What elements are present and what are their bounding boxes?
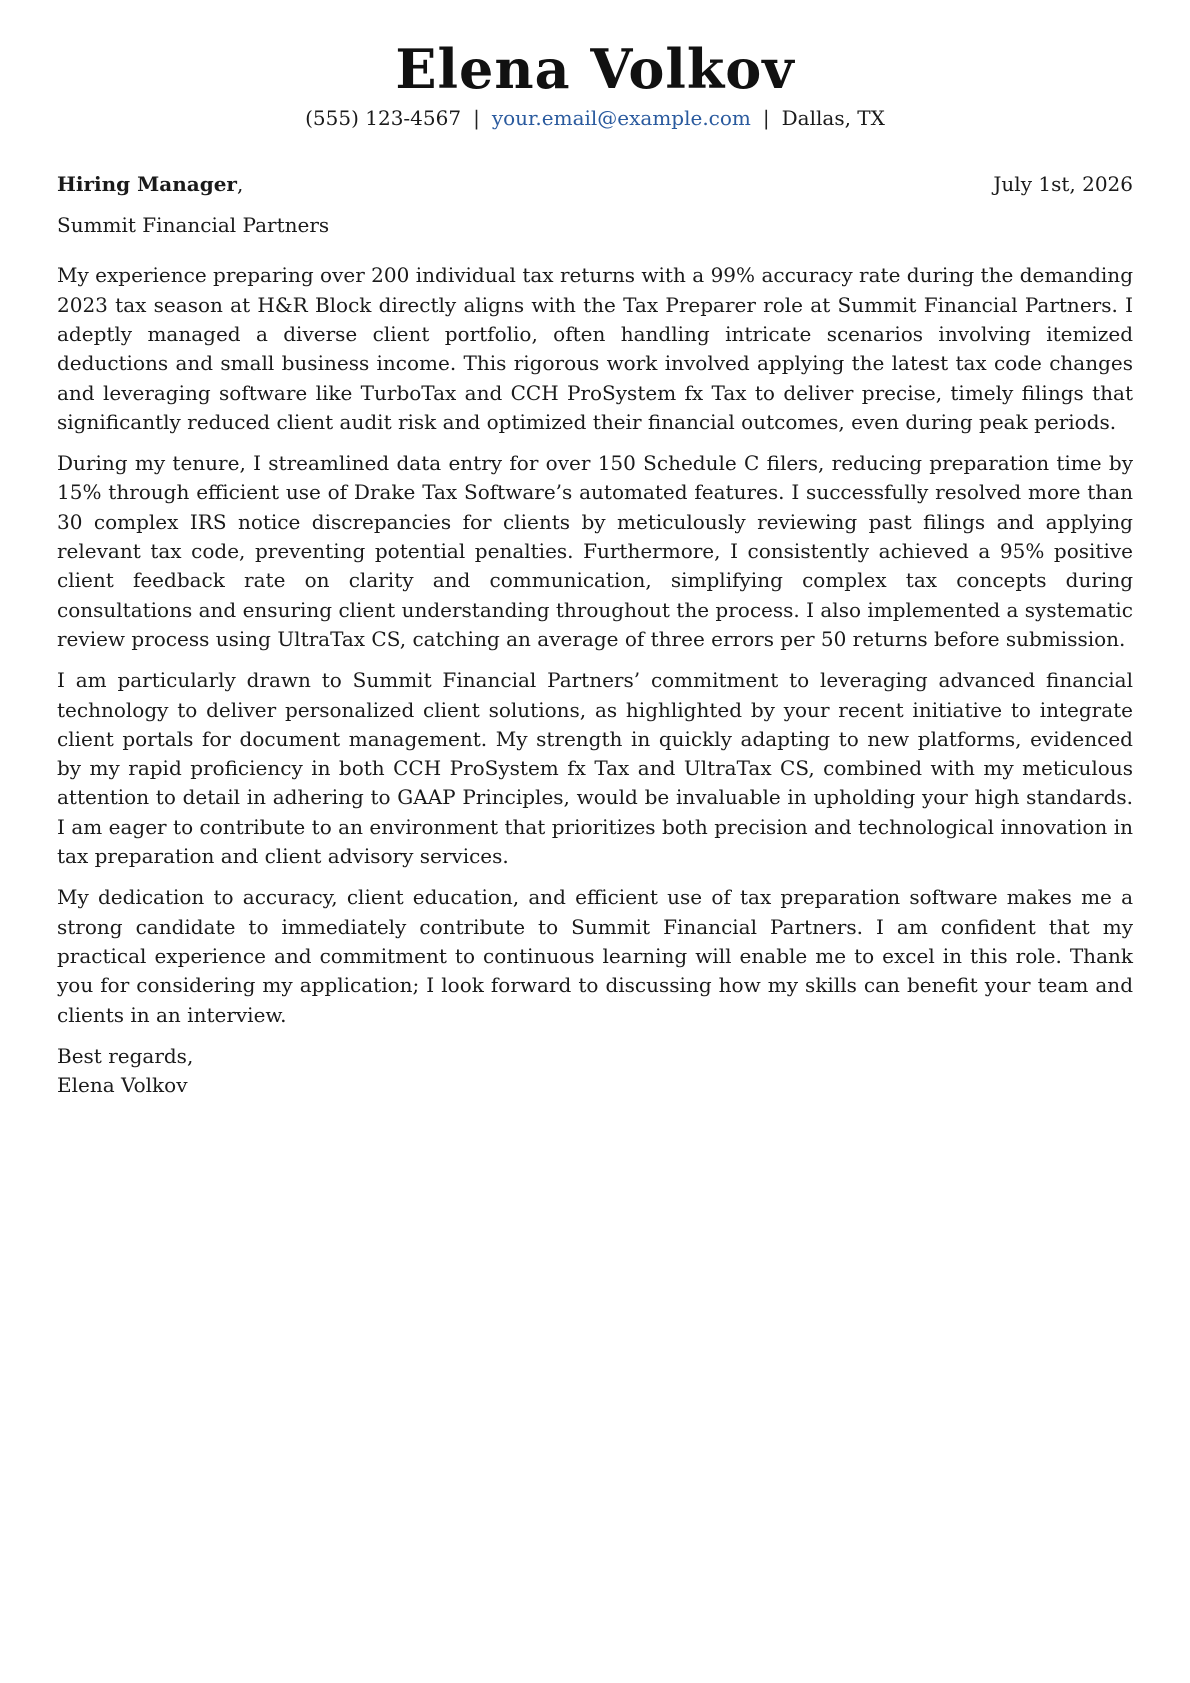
applicant-name: Elena Volkov [395, 37, 795, 101]
body-paragraph: My experience preparing over 200 individual tax returns with a 99% accuracy rate during the demanding 2023 tax season at H&R Block directly aligns with the Tax Preparer role at Summit Financial Partners. I adeptly managed a diverse client portfolio, often handling intricate scenarios involving itemized deductions and small business income. This rigorous work involved applying the latest tax code changes and leveraging software like TurboTax and CCH ProSystem fx Tax to deliver precise, timely filings that significantly reduced client audit risk and optimized their financial outcomes, even during peak periods. [57, 263, 1133, 434]
recipient-date-row [57, 171, 1133, 197]
location: Dallas, TX [781, 106, 885, 131]
letter-body [57, 261, 1133, 1029]
phone-number: (555) 123-4567 [305, 106, 462, 131]
contact-line [57, 105, 1133, 131]
recipient-suffix: , [236, 172, 244, 197]
body-paragraph: My dedication to accuracy, client education, and efficient use of tax preparation software makes me a strong candidate to immediately contribute to Summit Financial Partners. I am confident that my practical experience and commitment to continuous learning will enable me to excel in this role. Thank you for considering my application; I look forward to discussing how my skills can benefit your team and clients in an interview. [57, 885, 1133, 1027]
signature-name: Elena Volkov [57, 1073, 188, 1098]
contact-separator: | [473, 106, 480, 131]
recipient-name: Hiring Manager [57, 172, 237, 197]
closing-phrase: Best regards, [57, 1043, 194, 1068]
closing-block [57, 1042, 1133, 1101]
body-paragraph: During my tenure, I streamlined data entry for over 150 Schedule C filers, reducing preparation time by 15% through efficient use of Drake Tax Software’s automated features. I successfully resolved more than 30 complex IRS notice discrepancies for clients by meticulously reviewing past filings and applying relevant tax code, preventing potential penalties. Furthermore, I consistently achieved a 95% positive client feedback rate on clarity and communication, simplifying complex tax concepts during consultations and ensuring client understanding throughout the process. I also implemented a systematic review process using UltraTax CS, catching an average of three errors per 50 returns before submission. [57, 451, 1133, 651]
letter-date: July 1st, 2026 [993, 172, 1133, 197]
company-name: Summit Financial Partners [57, 213, 330, 238]
recipient-salutation [57, 171, 243, 197]
email-link[interactable]: your.email@example.com [491, 106, 751, 131]
contact-separator: | [762, 106, 770, 131]
body-paragraph: I am particularly drawn to Summit Financial Partners’ commitment to leveraging advanced financial technology to deliver personalized client solutions, as highlighted by your recent initiative to integrate client portals for document management. My strength in quickly adapting to new platforms, evidenced by my rapid proficiency in both CCH ProSystem fx Tax and UltraTax CS, combined with my meticulous attention to detail in adhering to GAAP Principles, would be invaluable in upholding your high standards. I am eager to contribute to an environment that prioritizes both precision and technological innovation in tax preparation and client advisory services. [57, 668, 1133, 869]
letter-header [57, 0, 1133, 131]
